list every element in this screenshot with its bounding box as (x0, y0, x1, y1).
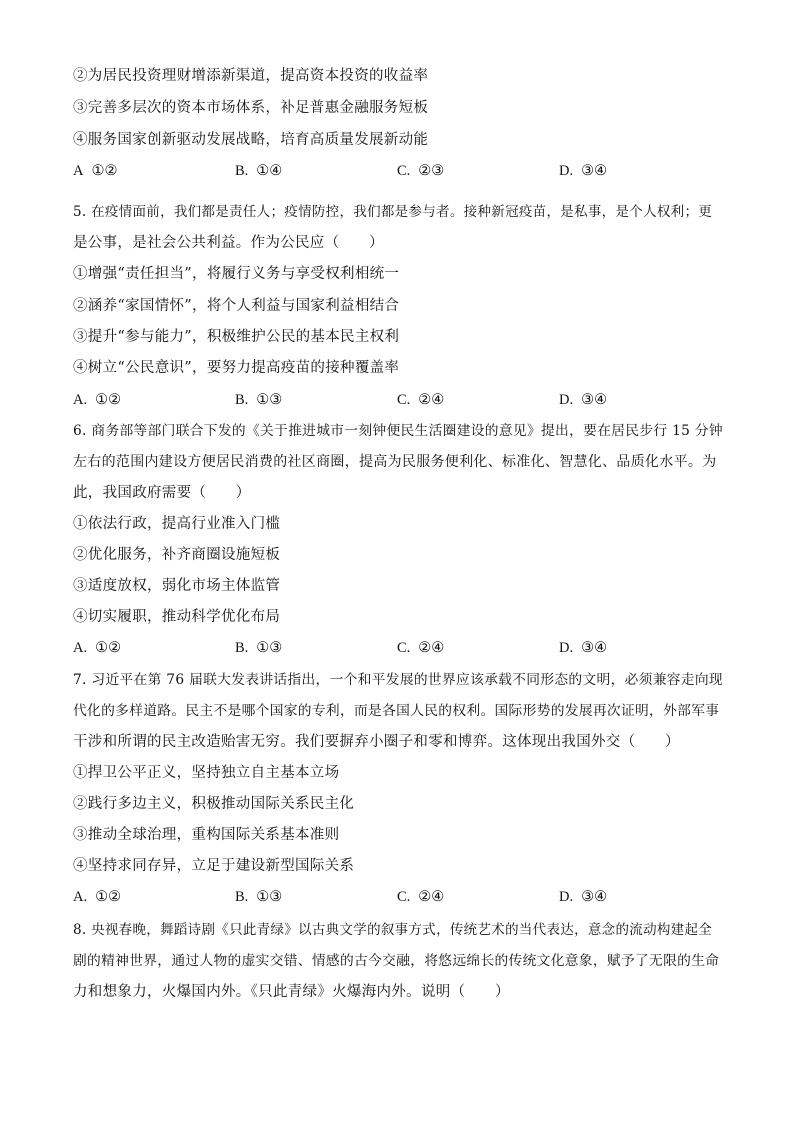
q7-statement-2: ②践行多边主义，积极推动国际关系民主化 (73, 796, 355, 812)
q6-stem-line-2: 左右的范围内建设方便居民消费的社区商圈，提高为民服务便利化、标准化、智慧化、品质化水平。为 (73, 454, 717, 470)
q7-options (73, 887, 723, 907)
option-c: C. ②④ (397, 640, 445, 656)
option-b: B. ①③ (235, 889, 283, 905)
option-d: D. ③④ (559, 640, 608, 656)
q6-statement-3: ③适度放权，弱化市场主体监管 (73, 578, 281, 594)
q6-statement-4: ④切实履职，推动科学优化布局 (73, 609, 281, 625)
option-a: A. ①② (73, 640, 122, 656)
option-d: D. ③④ (559, 889, 608, 905)
q5-stem-line-2: 是公事，是社会公共利益。作为公民应（ ） (73, 235, 384, 251)
q6-options (73, 638, 723, 658)
option-c: C. ②④ (397, 889, 445, 905)
q6-stem-line-1: 6. 商务部等部门联合下发的《关于推进城市一刻钟便民生活圈建设的意见》提出，要在居民步行 15 分钟 (73, 423, 723, 439)
q8-stem-line-1: 8. 央视春晚，舞蹈诗剧《只此青绿》以古典文学的叙事方式，传统艺术的当代表达，意念的流动构建起全 (73, 922, 713, 938)
option-a: A ①② (73, 163, 118, 179)
q6-statement-2: ②优化服务，补齐商圈设施短板 (73, 547, 281, 563)
option-c: C. ②④ (397, 392, 445, 408)
option-b: B. ①④ (235, 163, 283, 179)
q5-statement-4: ④树立“公民意识”，要努力提高疫苗的接种覆盖率 (73, 360, 400, 376)
option-b: B. ①③ (235, 392, 283, 408)
q6-statement-1: ①依法行政，提高行业准入门槛 (73, 516, 281, 532)
option-d: D. ③④ (559, 163, 608, 179)
q7-statement-1: ①捍卫公平正义，坚持独立自主基本立场 (73, 765, 340, 781)
option-a: A. ①② (73, 392, 122, 408)
option-b: B. ①③ (235, 640, 283, 656)
q5-options (73, 390, 723, 410)
prev-statement-4: ④服务国家创新驱动发展战略，培育高质量发展新动能 (73, 132, 429, 148)
q8-stem-line-3: 力和想象力，火爆国内外。《只此青绿》火爆海内外。说明（ ） (73, 984, 510, 1000)
q7-stem-line-1: 7. 习近平在第 76 届联大发表讲话指出，一个和平发展的世界应该承载不同形态的文明，必须兼容走向现 (73, 672, 723, 688)
option-c: C. ②③ (397, 163, 445, 179)
q8-stem-line-2: 剧的精神世界，通过人物的虚实交错、情感的古今交融，将悠远绵长的传统文化意象，赋予了无限的生命 (73, 953, 720, 969)
prev-statement-3: ③完善多层次的资本市场体系，补足普惠金融服务短板 (73, 100, 429, 116)
q6-stem-line-3: 此，我国政府需要（ ） (73, 485, 251, 501)
prev-statement-2: ②为居民投资理财增添新渠道，提高资本投资的收益率 (73, 68, 429, 84)
q5-stem-line-1: 5. 在疫情面前，我们都是责任人；疫情防控，我们都是参与者。接种新冠疫苗，是私事，是个人权利；更 (73, 204, 713, 220)
q5-statement-2: ②涵养“家国情怀”，将个人利益与国家利益相结合 (73, 298, 400, 314)
option-d: D. ③④ (559, 392, 608, 408)
q5-statement-1: ①增强“责任担当”，将履行义务与享受权利相统一 (73, 266, 400, 282)
prev-options (73, 161, 723, 181)
option-a: A. ①② (73, 889, 122, 905)
q5-statement-3: ③提升“参与能力”，积极维护公民的基本民主权利 (73, 329, 400, 345)
q7-stem-line-2: 代化的多样道路。民主不是哪个国家的专利，而是各国人民的权利。国际形势的发展再次证明，外部军事 (73, 703, 720, 719)
q7-statement-3: ③推动全球治理，重构国际关系基本准则 (73, 827, 340, 843)
q7-statement-4: ④坚持求同存异，立足于建设新型国际关系 (73, 858, 355, 874)
q7-stem-line-3: 干涉和所谓的民主改造贻害无穷。我们要摒弃小圈子和零和博弈。这体现出我国外交（ ） (73, 734, 680, 750)
